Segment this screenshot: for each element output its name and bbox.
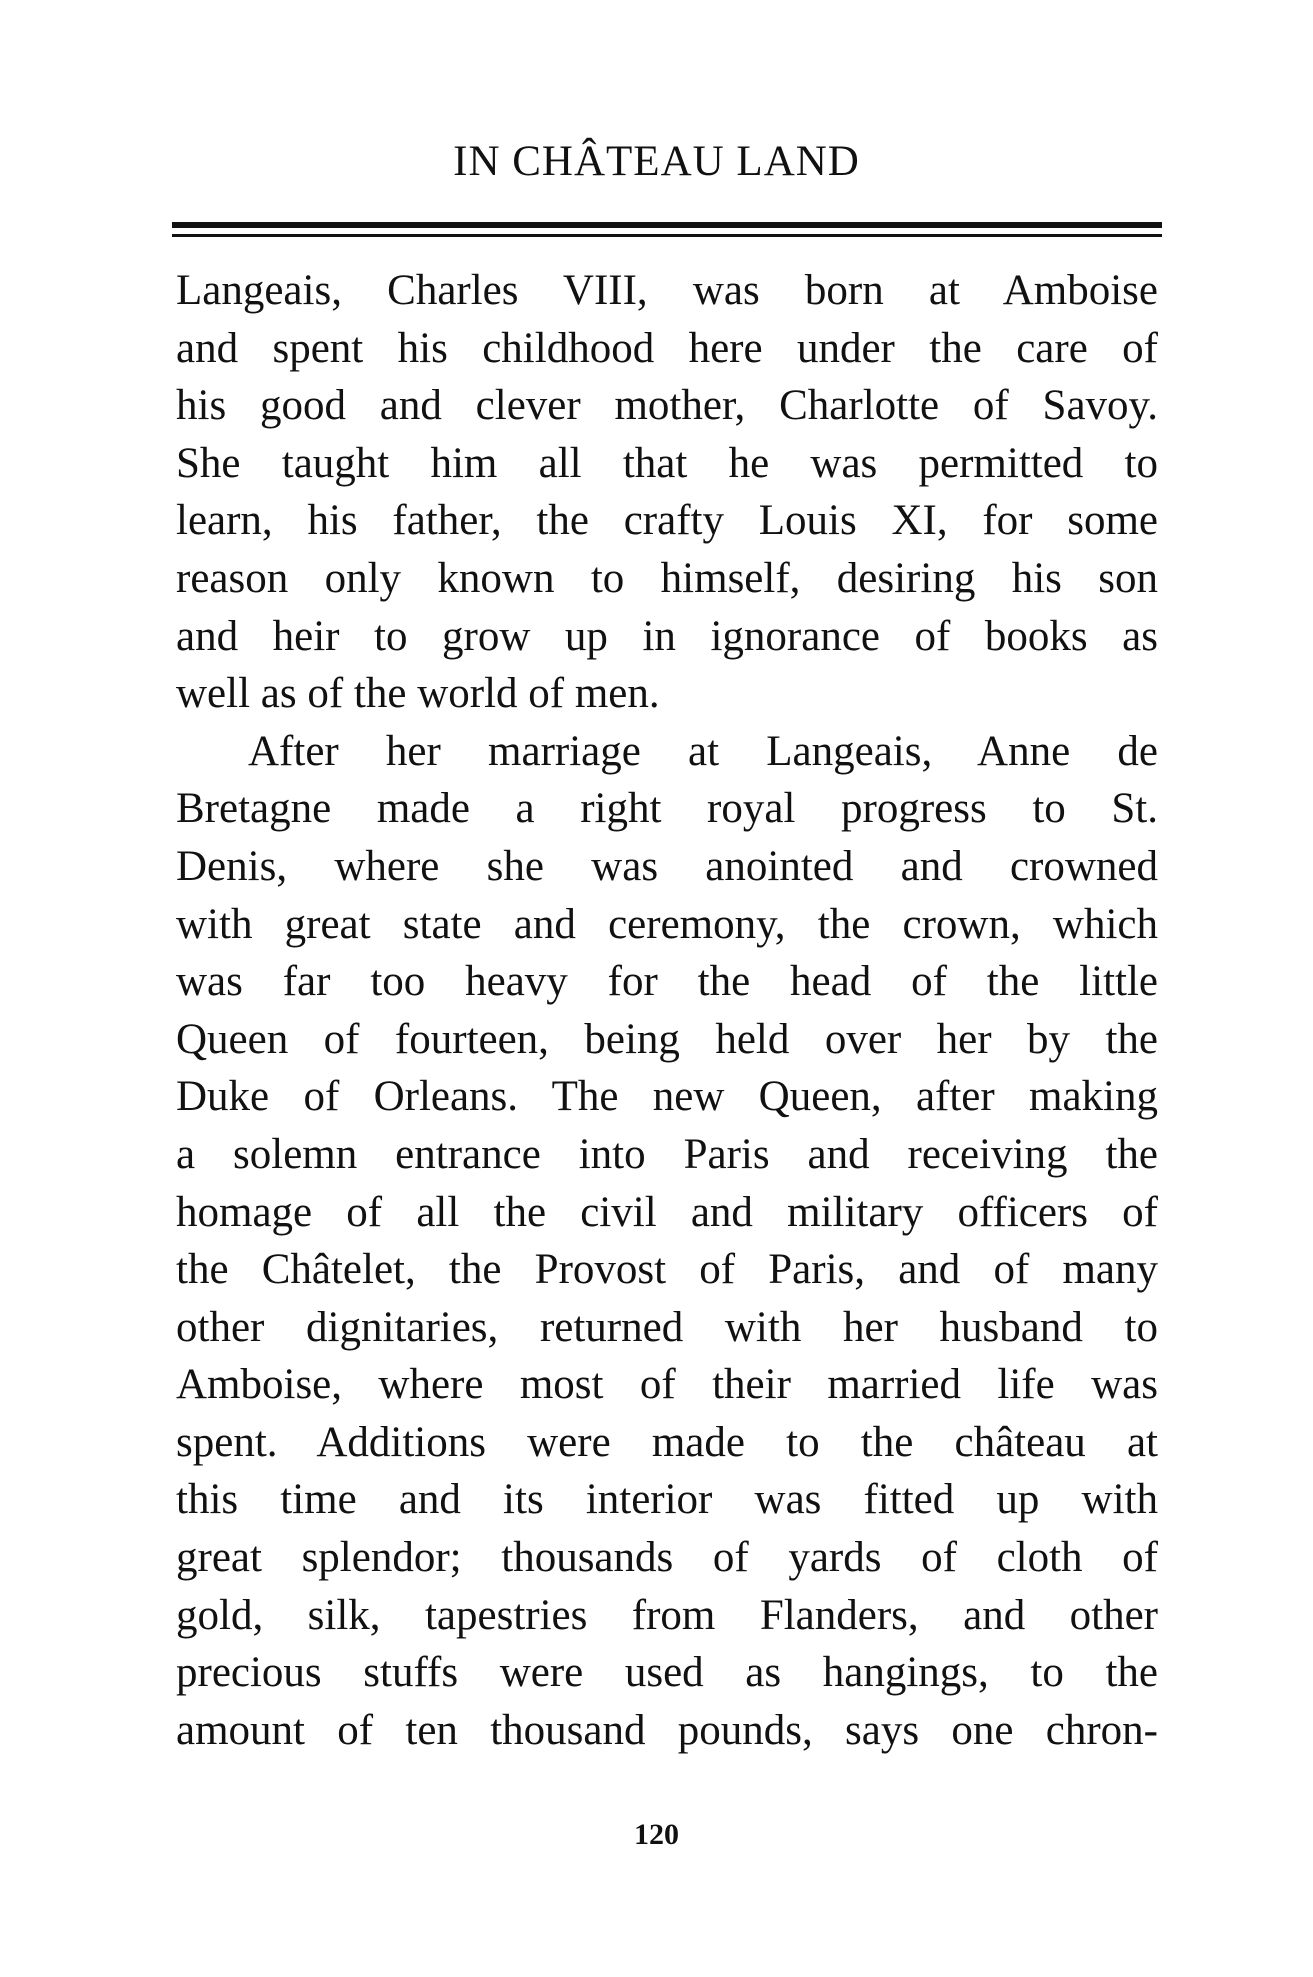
text-line: Langeais, Charles VIII, was born at Amboise (176, 267, 1158, 314)
text-line: She taught him all that he was permitted to (176, 439, 1158, 487)
text-line: learn, his father, the crafty Louis XI, for some (176, 497, 1158, 545)
text-line: well as of the world of men. (176, 670, 660, 718)
text-line: his good and clever mother, Charlotte of Savoy. (176, 382, 1158, 430)
text-line: a solemn entrance into Paris and receiving the (176, 1130, 1158, 1178)
text-line: Bretagne made a right royal progress to St. (176, 785, 1158, 833)
text-line: with great state and ceremony, the crown, which (176, 900, 1158, 948)
text-line: great splendor; thousands of yards of cloth of (176, 1534, 1158, 1582)
text-line: After her marriage at Langeais, Anne de (248, 727, 1158, 775)
text-line: and heir to grow up in ignorance of books as (176, 612, 1158, 660)
text-line: Amboise, where most of their married life was (176, 1361, 1158, 1409)
text-line: homage of all the civil and military officers of (176, 1188, 1158, 1236)
text-line: Denis, where she was anointed and crowned (176, 842, 1158, 890)
text-line: and spent his childhood here under the care of (176, 324, 1158, 372)
running-head: IN CHÂTEAU LAND (453, 138, 860, 185)
text-line: gold, silk, tapestries from Flanders, and other (176, 1591, 1158, 1639)
header-rule-thick (172, 222, 1162, 228)
text-line: Duke of Orleans. The new Queen, after making (176, 1073, 1158, 1121)
text-line: Queen of fourteen, being held over her by the (176, 1015, 1158, 1063)
page-number: 120 (634, 1818, 679, 1851)
text-line: this time and its interior was fitted up with (176, 1476, 1158, 1524)
text-line: reason only known to himself, desiring his son (176, 554, 1158, 602)
text-line: the Châtelet, the Provost of Paris, and of many (176, 1246, 1158, 1294)
body-text (176, 262, 1158, 1759)
text-line: was far too heavy for the head of the little (176, 958, 1158, 1006)
text-line: other dignitaries, returned with her husband to (176, 1303, 1158, 1351)
text-line: precious stuffs were used as hangings, to the (176, 1649, 1158, 1697)
text-line: amount of ten thousand pounds, says one chron- (176, 1706, 1158, 1754)
header-rule-thin (172, 234, 1162, 237)
text-line: spent. Additions were made to the château at (176, 1418, 1158, 1466)
